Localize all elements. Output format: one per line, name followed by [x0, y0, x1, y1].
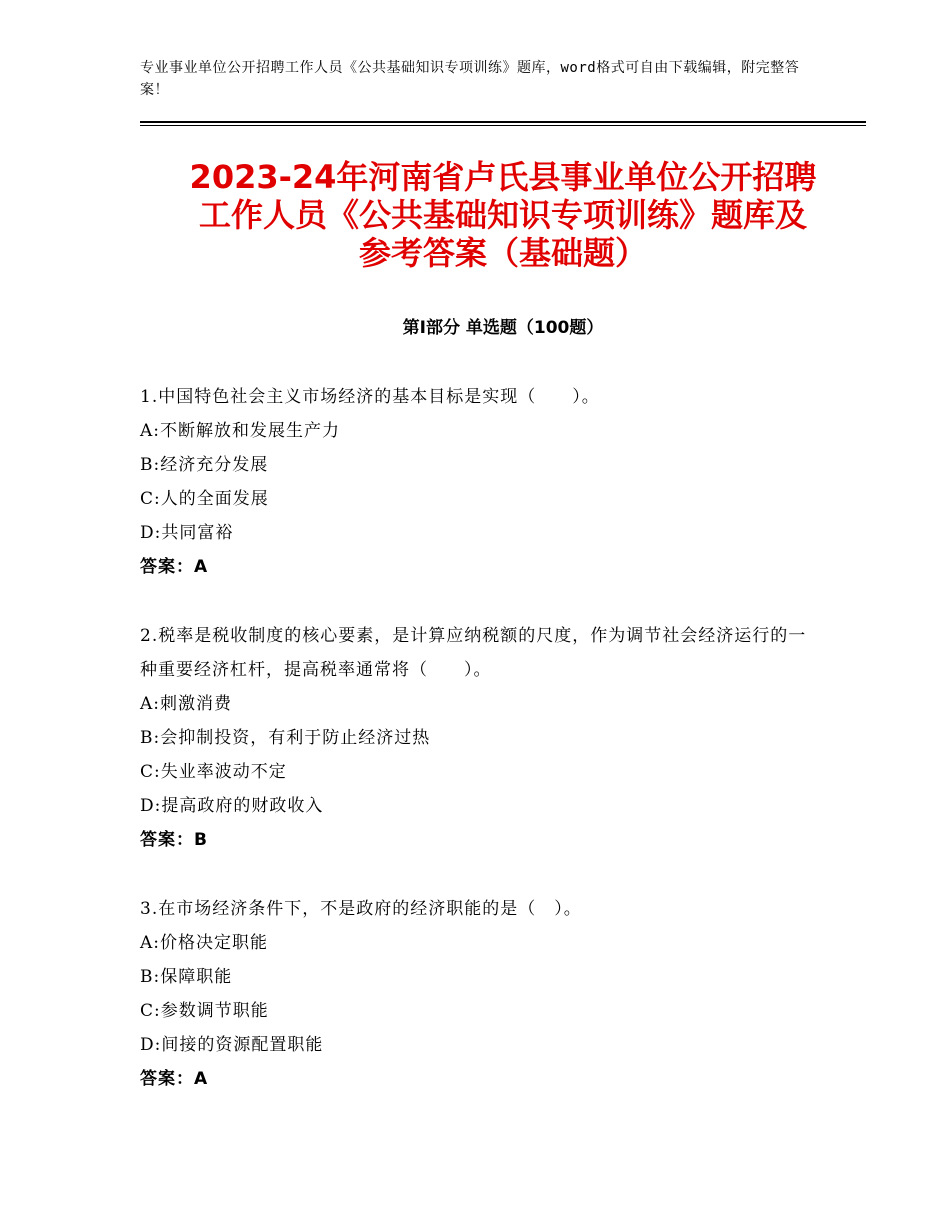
section-heading: 第Ⅰ部分 单选题（100题） [402, 318, 604, 338]
option-b: B:保障职能 [140, 967, 233, 987]
document-title [140, 158, 866, 272]
title-line-1: 2023-24年河南省卢氏县事业单位公开招聘 [189, 158, 817, 196]
header-divider-thin [140, 125, 866, 126]
header-note: 专业事业单位公开招聘工作人员《公共基础知识专项训练》题库，word格式可自由下载编辑，附完整答案！ [140, 60, 800, 98]
option-c: C:人的全面发展 [140, 489, 269, 509]
option-d: D:共同富裕 [140, 523, 234, 543]
question-1 [140, 380, 820, 584]
title-line-2: 工作人员《公共基础知识专项训练》题库及 [198, 196, 807, 234]
title-line-3: 参考答案（基础题） [358, 234, 647, 272]
option-b: B:会抑制投资，有利于防止经济过热 [140, 728, 431, 748]
option-d: D:间接的资源配置职能 [140, 1035, 324, 1055]
question-stem: 1.中国特色社会主义市场经济的基本目标是实现（ ）。 [140, 387, 600, 407]
option-d: D:提高政府的财政收入 [140, 796, 324, 816]
answer-line: 答案：A [140, 1069, 209, 1089]
header-divider-thick [140, 121, 866, 123]
question-stem: 3.在市场经济条件下，不是政府的经济职能的是（ ）。 [140, 899, 582, 919]
question-stem: 2.税率是税收制度的核心要素，是计算应纳税额的尺度，作为调节社会经济运行的一种重要经济杠杆，提高税率通常将（ ）。 [140, 626, 807, 680]
option-a: A:刺激消费 [140, 694, 233, 714]
question-2 [140, 619, 820, 857]
option-a: A:不断解放和发展生产力 [140, 421, 341, 441]
answer-line: 答案：B [140, 830, 208, 850]
option-b: B:经济充分发展 [140, 455, 269, 475]
question-3 [140, 892, 820, 1096]
answer-line: 答案：A [140, 557, 209, 577]
option-c: C:参数调节职能 [140, 1001, 269, 1021]
option-a: A:价格决定职能 [140, 933, 269, 953]
option-c: C:失业率波动不定 [140, 762, 287, 782]
